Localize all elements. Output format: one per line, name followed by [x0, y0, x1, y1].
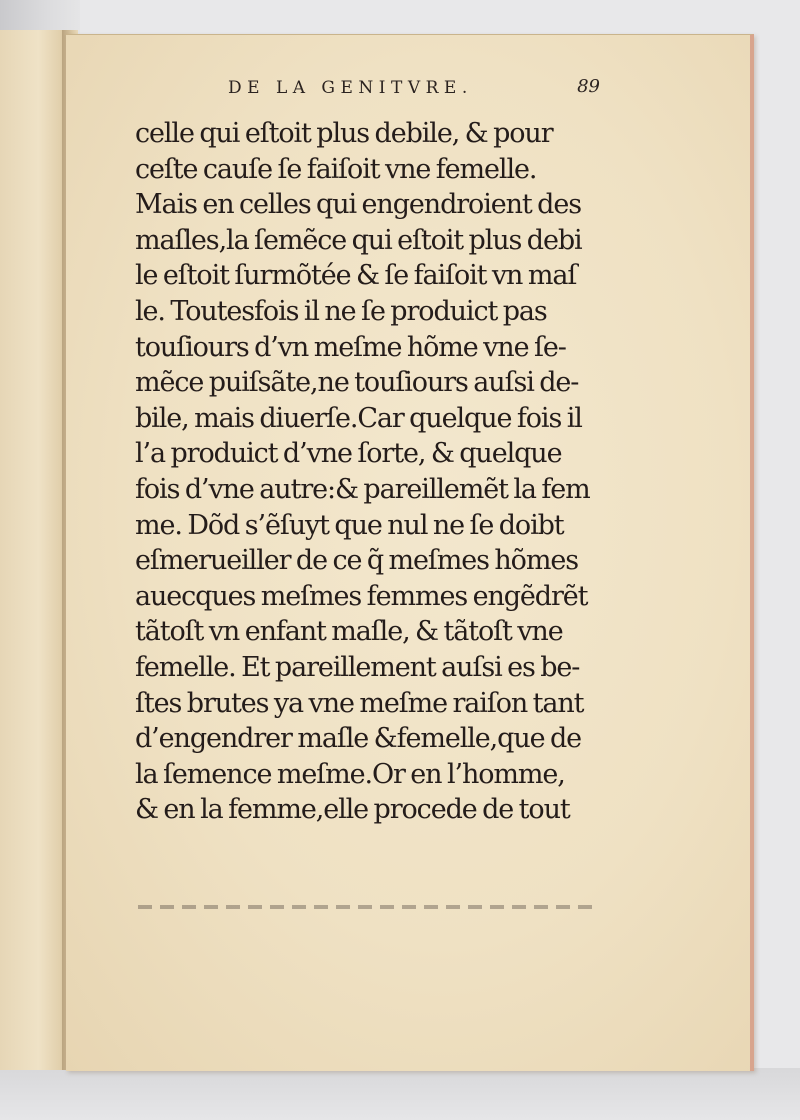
text-line: ceſte cauſe ſe faiſoit vne femelle. — [135, 153, 537, 185]
body-text — [135, 116, 605, 828]
text-line: auecques meſmes femmes engẽdrẽt — [135, 580, 588, 612]
page-number: 89 — [577, 76, 600, 97]
text-line: & en la femme,elle procede de tout — [135, 794, 570, 826]
page-header — [228, 78, 600, 102]
text-line: fois d’vne autre:& pareillemẽt la fem — [135, 473, 590, 505]
ink-smudge — [138, 905, 598, 909]
text-line: le eſtoit ſurmõtée & ſe faiſoit vn maſ — [135, 260, 577, 292]
text-line: maſles,la ſemẽce qui eſtoit plus debi — [135, 224, 582, 256]
text-line: eſmerueiller de ce q̃ meſmes hõmes — [135, 545, 578, 577]
text-line: me. Dõd s’ẽſuyt que nul ne ſe doibt — [135, 509, 564, 541]
text-line: Mais en celles qui engendroient des — [135, 189, 581, 221]
text-line: la ſemence meſme.Or en l’homme, — [135, 758, 565, 790]
running-head: DE LA GENITVRE. — [228, 78, 473, 98]
text-line: ſtes brutes ya vne meſme raiſon tant — [135, 687, 584, 719]
text-line: tãtoſt vn enfant maſle, & tãtoſt vne — [135, 616, 563, 648]
scan-bed — [0, 1068, 800, 1120]
text-line: femelle. Et pareillement auſsi es be- — [135, 651, 580, 683]
text-line: le. Toutesfois il ne ſe produict pas — [135, 295, 547, 327]
text-line: mẽce puiſsãte,ne touſiours auſsi de- — [135, 367, 579, 399]
text-line: touſiours d’vn meſme hõme vne ſe- — [135, 331, 566, 363]
text-line: d’engendrer maſle &femelle,que de — [135, 723, 582, 755]
text-line: celle qui eſtoit plus debile, & pour — [135, 118, 553, 149]
text-line: l’a produict d’vne ſorte, & quelque — [135, 438, 562, 470]
left-page-edge — [0, 30, 71, 1070]
text-line: bile, mais diuerſe.Car quelque fois il — [135, 402, 582, 434]
